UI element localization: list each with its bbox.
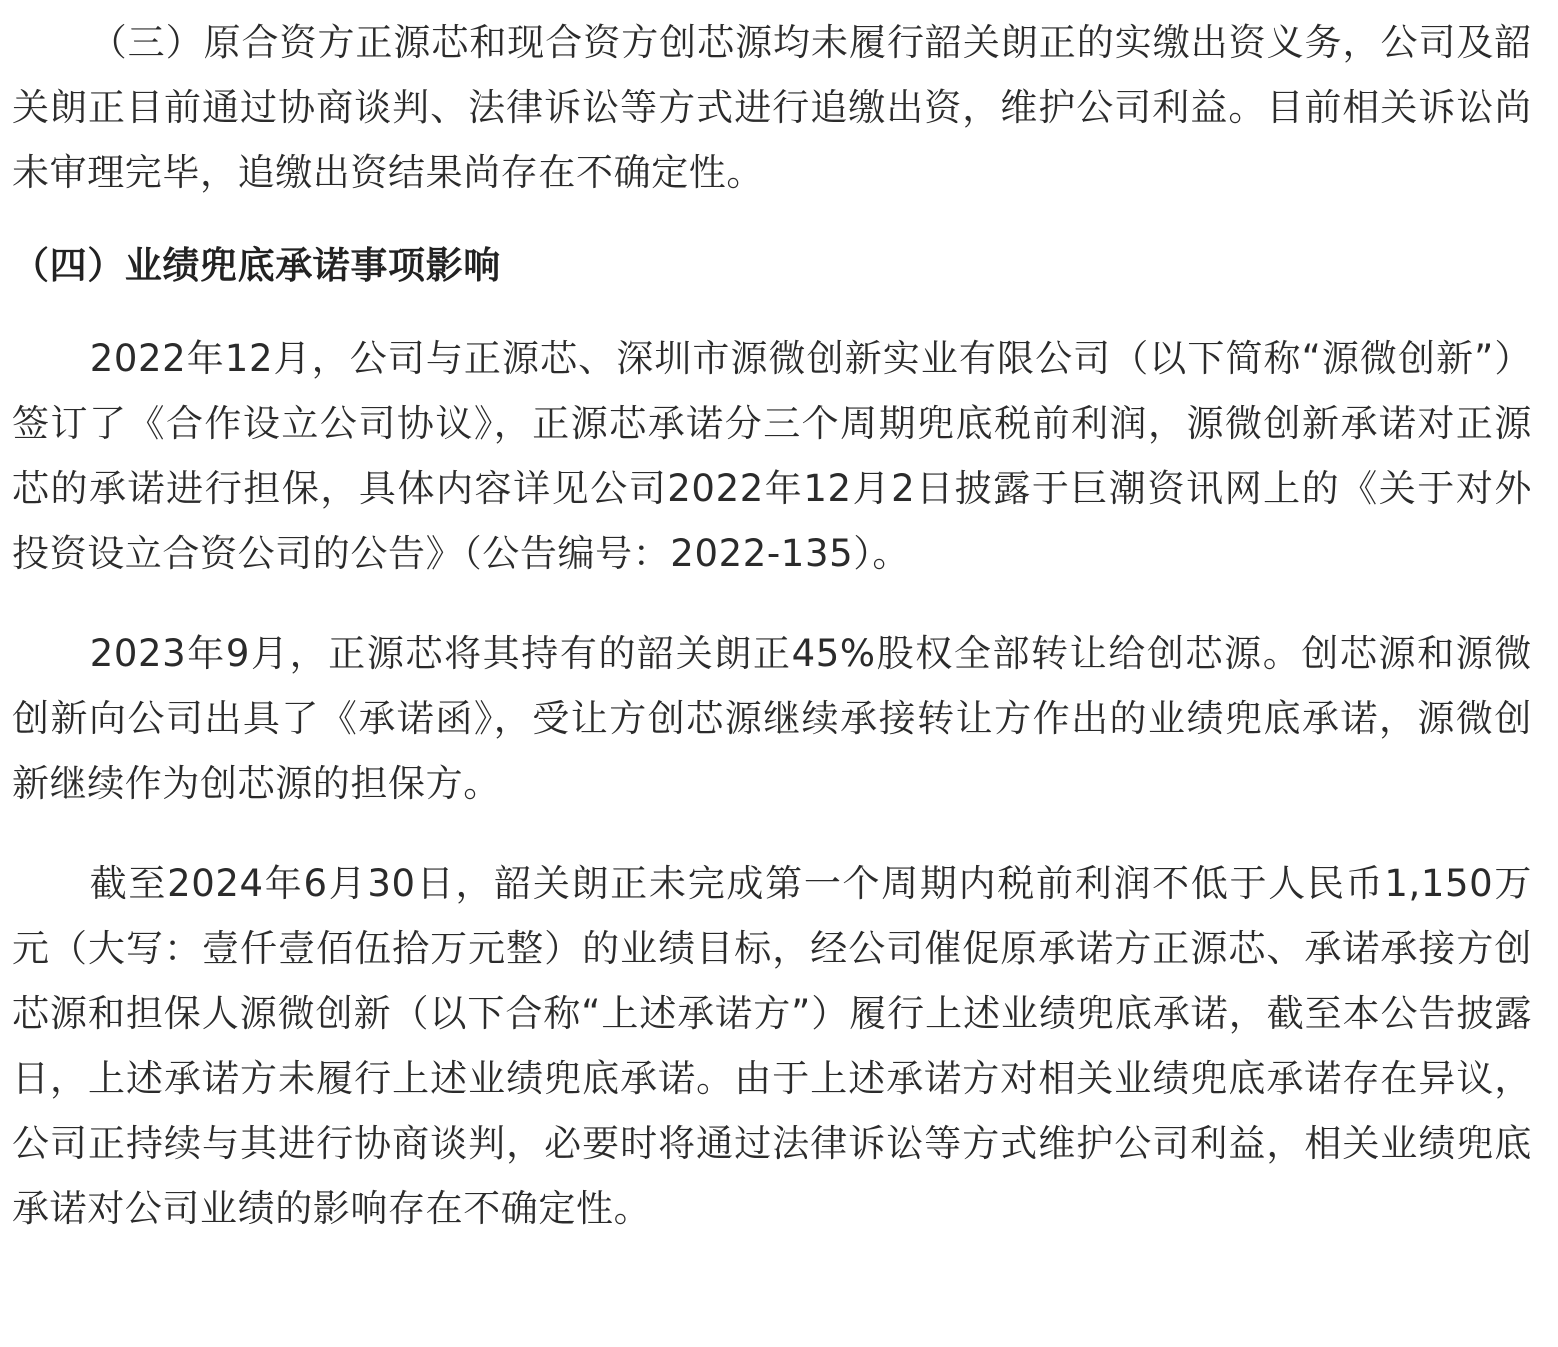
paragraph-spacer — [12, 586, 1532, 621]
paragraph-performance-target: 截至2024年6月30日，韶关朗正未完成第一个周期内税前利润不低于人民币1,150万元（大写：壹仟壹佰伍拾万元整）的业绩目标，经公司催促原承诺方正源芯、承诺承接方创芯源和担保人源微创新（以下合称“上述承诺方”）履行上述业绩兜底承诺，截至本公告披露日，上述承诺方未履行上述业绩兜底承诺。由于上述承诺方对相关业绩兜底承诺存在异议，公司正持续与其进行协商谈判，必要时将通过法律诉讼等方式维护公司利益，相关业绩兜底承诺对公司业绩的影响存在不确定性。 — [12, 862, 1532, 1230]
paragraph-spacer — [12, 205, 1532, 233]
paragraph-equity-transfer: 2023年9月，正源芯将其持有的韶关朗正45%股权全部转让给创芯源。创芯源和源微创新向公司出具了《承诺函》，受让方创芯源继续承接转让方作出的业绩兜底承诺，源微创新继续作为创芯源的担保方。 — [12, 632, 1532, 805]
paragraph-spacer — [12, 816, 1532, 851]
paragraph-spacer — [12, 298, 1532, 326]
paragraph-shareholder-contribution: （三）原合资方正源芯和现合资方创芯源均未履行韶关朗正的实缴出资义务，公司及韶关朗正目前通过协商谈判、法律诉讼等方式进行追缴出资，维护公司利益。目前相关诉讼尚未审理完毕，追缴出资结果尚存在不确定性。 — [12, 21, 1532, 194]
paragraph-cooperation-agreement: 2022年12月，公司与正源芯、深圳市源微创新实业有限公司（以下简称“源微创新”）签订了《合作设立公司协议》，正源芯承诺分三个周期兜底税前利润，源微创新承诺对正源芯的承诺进行担保，具体内容详见公司2022年12月2日披露于巨潮资讯网上的《关于对外投资设立合资公司的公告》（公告编号：2022-135）。 — [12, 337, 1532, 575]
section-heading-performance-guarantee: （四）业绩兜底承诺事项影响 — [12, 244, 501, 287]
